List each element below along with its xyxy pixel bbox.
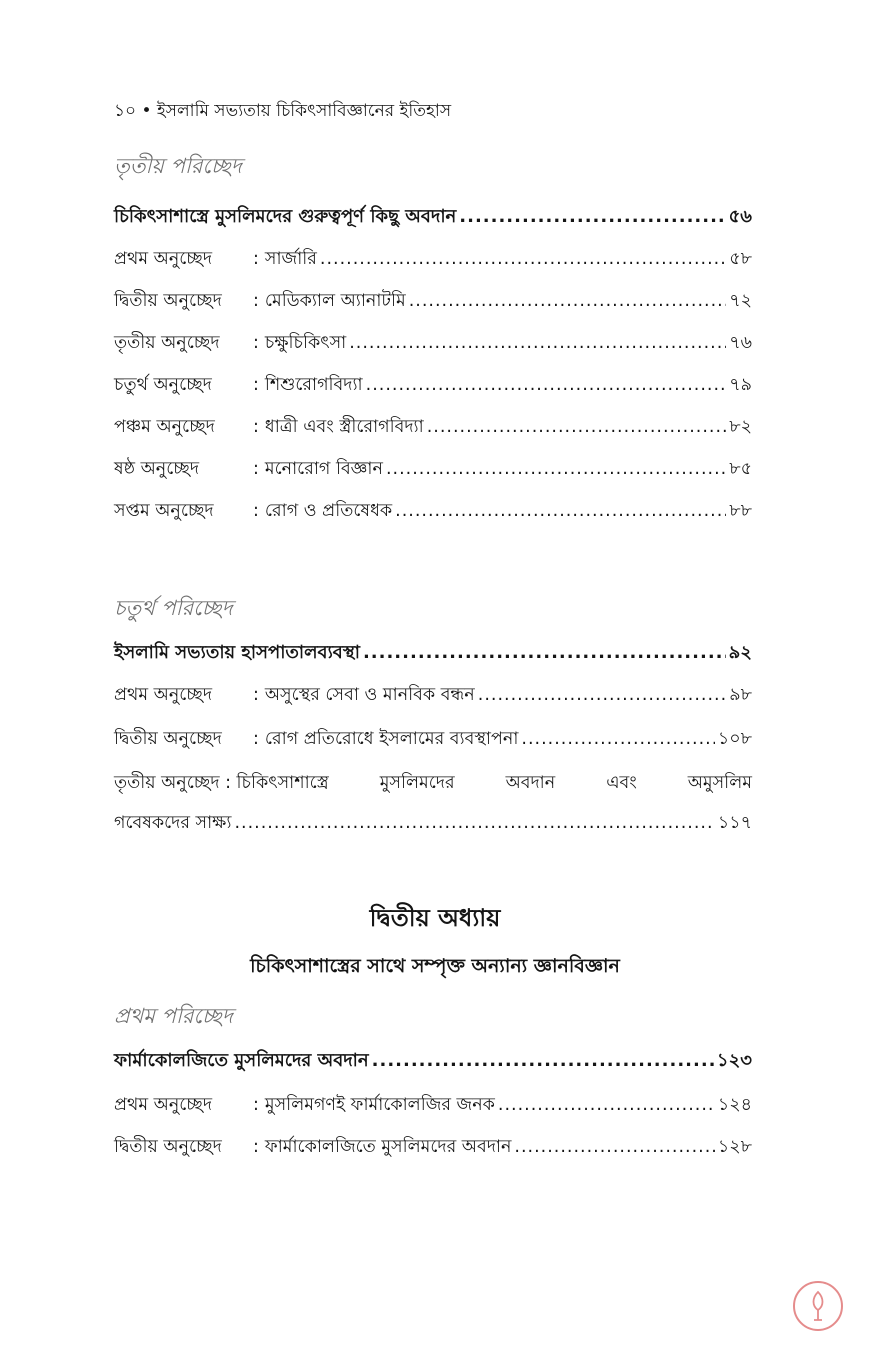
toc-entry-label: চতুর্থ অনুচ্ছেদ [114, 375, 212, 395]
separator: : [253, 459, 259, 479]
section-title-fourth: চতুর্থ পরিচ্ছেদ [114, 596, 233, 620]
justified-word: তৃতীয় অনুচ্ছেদ : চিকিৎসাশাস্ত্রে [114, 773, 329, 793]
toc-page-number: ১১৭ [717, 813, 752, 833]
toc-entry[interactable] [114, 726, 752, 752]
toc-entry[interactable] [114, 498, 752, 524]
toc-entry-label: প্রথম অনুচ্ছেদ [114, 1095, 213, 1115]
chapter-title: দ্বিতীয় অধ্যায় [369, 904, 501, 932]
dot-leader [349, 333, 726, 353]
separator: : [253, 1137, 259, 1157]
separator: : [253, 685, 259, 705]
dot-leader [478, 685, 727, 705]
dot-leader [320, 249, 726, 269]
toc-entry-title: অসুস্থের সেবা ও মানবিক বন্ধন [264, 685, 475, 705]
dot-leader [459, 206, 725, 227]
dot-leader [427, 417, 727, 437]
separator: : [253, 729, 259, 749]
toc-page-number: ৮২ [729, 417, 752, 437]
toc-entry-title: মনোরোগ বিজ্ঞান [264, 459, 383, 479]
toc-page-number: ৭৬ [729, 333, 752, 353]
section-title-first: প্রথম পরিচ্ছেদ [114, 1004, 233, 1028]
toc-entry[interactable] [114, 372, 752, 398]
separator: : [253, 249, 259, 269]
separator: : [253, 375, 259, 395]
toc-entry-title: সার্জারি [264, 249, 317, 269]
toc-entry-label: দ্বিতীয় অনুচ্ছেদ [114, 1137, 222, 1157]
toc-page-number: ৯৮ [729, 685, 752, 705]
justified-word: মুসলিমদের [379, 773, 455, 793]
dot-leader [366, 375, 727, 395]
toc-entry-label: সপ্তম অনুচ্ছেদ [114, 501, 214, 521]
toc-entry[interactable] [114, 330, 752, 356]
dot-leader [498, 1095, 715, 1115]
separator: : [253, 1095, 259, 1115]
publisher-logo-icon [792, 1280, 844, 1332]
toc-page-number: ৭৯ [729, 375, 752, 395]
toc-entry-title: রোগ ও প্রতিষেধক [264, 501, 393, 521]
toc-entry[interactable] [114, 246, 752, 272]
toc-page-number: ৫৬ [728, 206, 752, 227]
toc-entry-wrapped-line-1[interactable] [114, 770, 752, 799]
toc-entry-title: ফার্মাকোলজিতে মুসলিমদের অবদান [114, 1050, 369, 1071]
justified-word: এবং [606, 773, 637, 793]
toc-entry-title: ধাত্রী এবং স্ত্রীরোগবিদ্যা [264, 417, 424, 437]
toc-entry-wrapped-line-2[interactable] [114, 810, 752, 836]
toc-entry-label: ষষ্ঠ অনুচ্ছেদ [114, 459, 200, 479]
toc-main-entry[interactable] [114, 638, 752, 664]
toc-main-entry[interactable] [114, 202, 752, 228]
toc-entry-label: প্রথম অনুচ্ছেদ [114, 249, 213, 269]
toc-entry-title: রোগ প্রতিরোধে ইসলামের ব্যবস্থাপনা [264, 729, 519, 749]
toc-page-number: ৮৫ [729, 459, 752, 479]
toc-entry-label: পঞ্চম অনুচ্ছেদ [114, 417, 215, 437]
toc-entry-label: প্রথম অনুচ্ছেদ [114, 685, 213, 705]
toc-entry-title: মুসলিমগণই ফার্মাকোলজির জনক [264, 1095, 495, 1115]
running-header: ১০ • ইসলামি সভ্যতায় চিকিৎসাবিজ্ঞানের ইতিহাস [114, 101, 452, 121]
toc-entry-title: গবেষকদের সাক্ষ্য [114, 813, 232, 833]
dot-leader [521, 729, 715, 749]
toc-page-number: ৯২ [728, 642, 752, 663]
section-title-third: তৃতীয় পরিচ্ছেদ [114, 154, 242, 178]
toc-page-number: ১২৮ [717, 1137, 752, 1157]
separator: : [253, 417, 259, 437]
toc-entry[interactable] [114, 414, 752, 440]
chapter-subtitle: চিকিৎসাশাস্ত্রের সাথে সম্পৃক্ত অন্যান্য জ্ঞানবিজ্ঞান [250, 955, 620, 977]
toc-entry-title: চিকিৎসাশাস্ত্রে মুসলিমদের গুরুত্বপূর্ণ কিছু অবদান [114, 206, 457, 227]
toc-main-entry[interactable] [114, 1046, 752, 1072]
toc-page-number: ১০৮ [717, 729, 752, 749]
dot-leader [234, 813, 714, 833]
toc-entry-title: চক্ষুচিকিৎসা [264, 333, 347, 353]
toc-entry[interactable] [114, 1092, 752, 1118]
dot-leader [395, 501, 726, 521]
toc-entry[interactable] [114, 456, 752, 482]
toc-entry-title: শিশুরোগবিদ্যা [264, 375, 363, 395]
toc-entry[interactable] [114, 288, 752, 314]
dot-leader [363, 642, 726, 663]
toc-page-number: ৮৮ [729, 501, 752, 521]
toc-entry[interactable] [114, 1134, 752, 1160]
justified-word: অবদান [505, 773, 556, 793]
toc-page-number: ১২৪ [717, 1095, 752, 1115]
dot-leader [386, 459, 726, 479]
toc-entry-title: ফার্মাকোলজিতে মুসলিমদের অবদান [264, 1137, 512, 1157]
dot-leader [372, 1050, 714, 1071]
toc-page-number: ৫৮ [729, 249, 752, 269]
justified-word: অমুসলিম [687, 773, 752, 793]
separator: : [253, 291, 259, 311]
separator: : [253, 333, 259, 353]
toc-entry-label: দ্বিতীয় অনুচ্ছেদ [114, 291, 222, 311]
toc-page-number: ৭২ [729, 291, 752, 311]
toc-page-number: ১২৩ [716, 1050, 752, 1071]
dot-leader [514, 1137, 715, 1157]
dot-leader [409, 291, 727, 311]
toc-entry[interactable] [114, 682, 752, 708]
toc-entry-title: মেডিক্যাল অ্যানাটমি [264, 291, 406, 311]
separator: : [253, 501, 259, 521]
toc-entry-label: তৃতীয় অনুচ্ছেদ [114, 333, 220, 353]
toc-entry-label: দ্বিতীয় অনুচ্ছেদ [114, 729, 222, 749]
toc-entry-title: ইসলামি সভ্যতায় হাসপাতালব্যবস্থা [114, 642, 360, 663]
